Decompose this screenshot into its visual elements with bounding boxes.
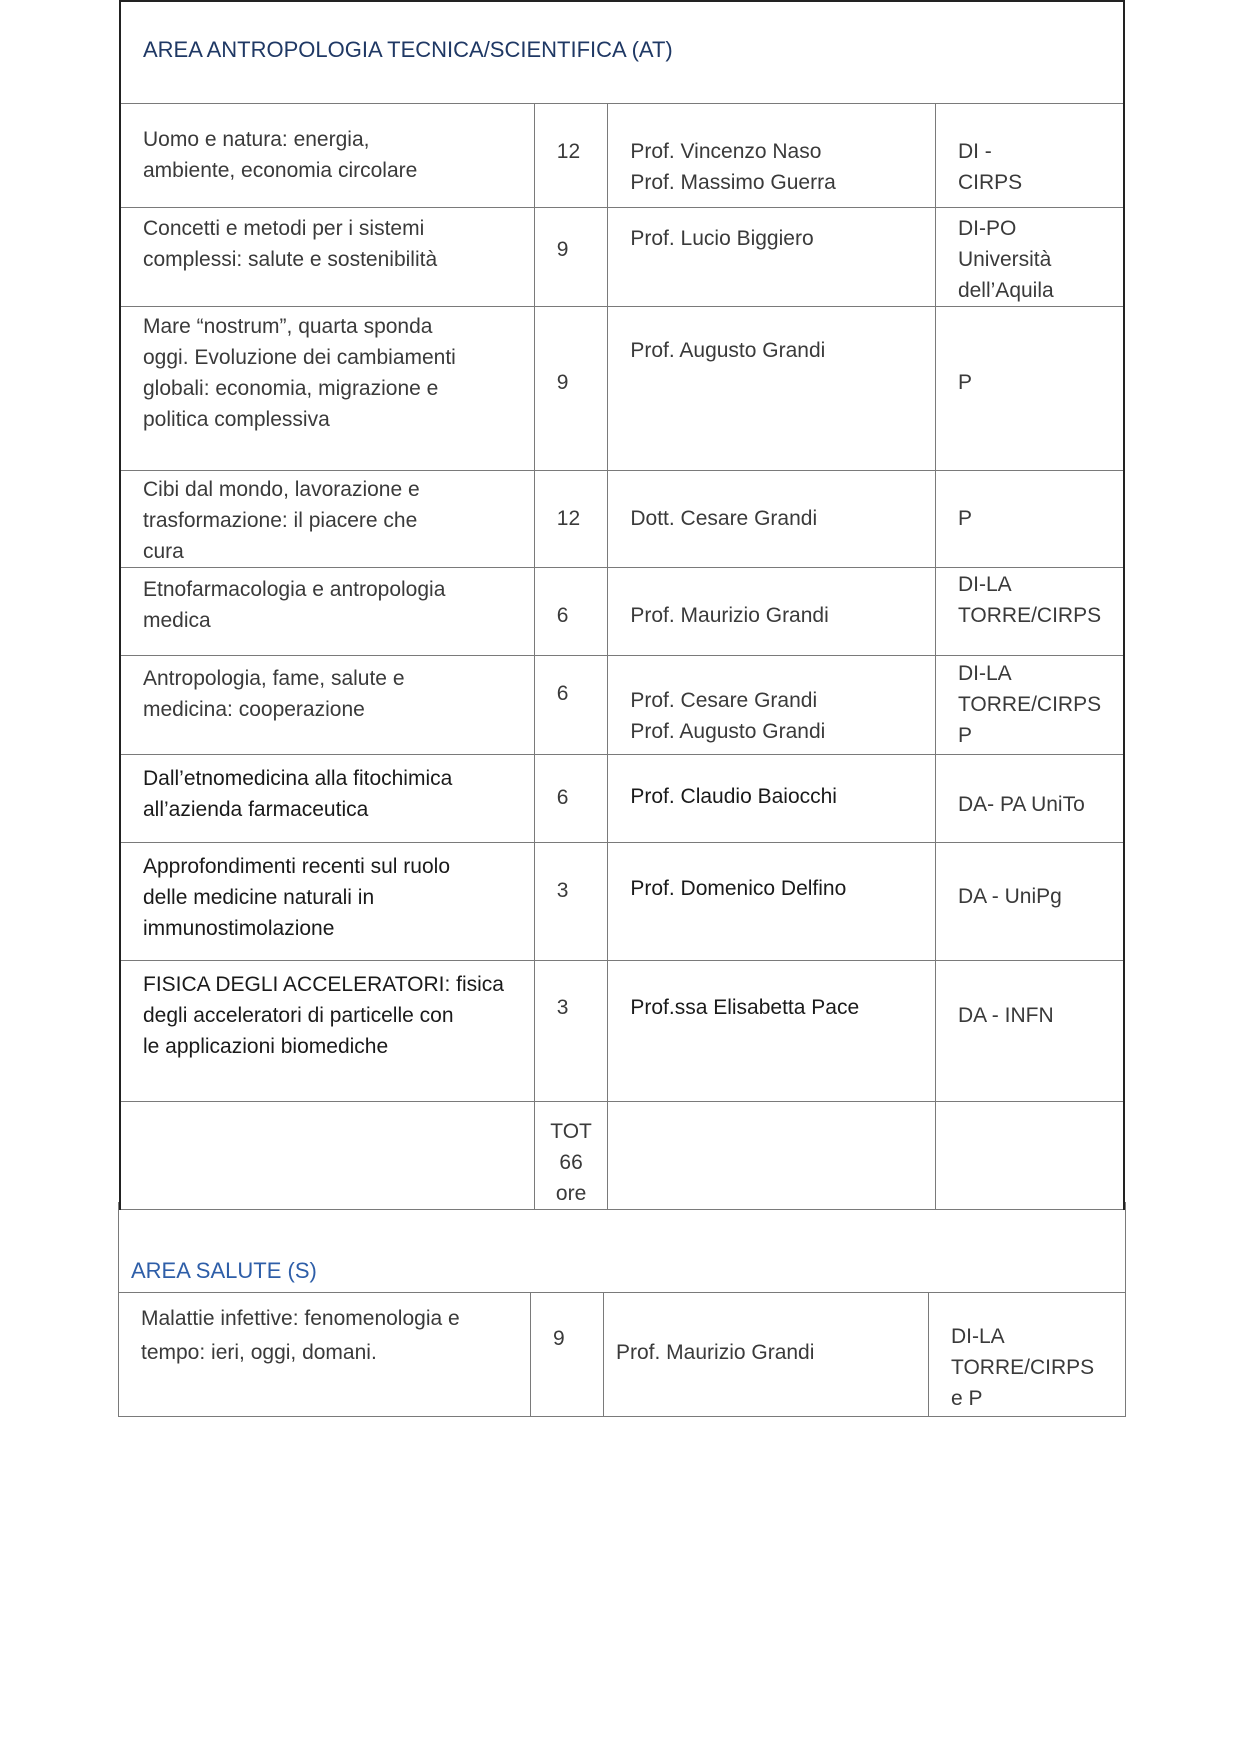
course-name: Malattie infettive: fenomenologia e tempo: ieri, oggi, domani. xyxy=(119,1292,531,1416)
area-s-title: AREA SALUTE (S) xyxy=(119,1202,1126,1292)
course-teachers: Prof. Maurizio Grandi xyxy=(604,1292,929,1416)
course-dept: P xyxy=(935,470,1124,567)
table-row xyxy=(119,1292,1126,1416)
area-at-title: AREA ANTROPOLOGIA TECNICA/SCIENTIFICA (AT) xyxy=(120,1,1124,103)
course-hours: 3 xyxy=(534,842,608,960)
course-teachers: Prof. Lucio Biggiero xyxy=(608,207,936,306)
course-hours: 6 xyxy=(534,655,608,754)
course-name: Mare “nostrum”, quarta sponda oggi. Evoluzione dei cambiamenti globali: economia, migrazione e politica complessiva xyxy=(120,306,534,470)
table-row xyxy=(120,207,1124,306)
course-dept: DA- PA UniTo xyxy=(935,754,1124,842)
course-dept: DA - INFN xyxy=(935,960,1124,1101)
course-name: FISICA DEGLI ACCELERATORI: fisica degli acceleratori di particelle con le applicazioni biomediche xyxy=(120,960,534,1101)
empty-cell xyxy=(935,1101,1124,1209)
course-hours: 9 xyxy=(531,1292,604,1416)
course-hours: 9 xyxy=(534,306,608,470)
course-hours: 6 xyxy=(534,567,608,655)
table-row xyxy=(120,470,1124,567)
course-teachers: Prof.ssa Elisabetta Pace xyxy=(608,960,936,1101)
course-dept: DI-PO Università dell’Aquila xyxy=(935,207,1124,306)
course-dept: DA - UniPg xyxy=(935,842,1124,960)
course-teachers: Prof. Maurizio Grandi xyxy=(608,567,936,655)
table-row xyxy=(120,754,1124,842)
course-dept: DI-LA TORRE/CIRPS xyxy=(935,567,1124,655)
course-dept: DI-LA TORRE/CIRPS P xyxy=(935,655,1124,754)
course-hours: 3 xyxy=(534,960,608,1101)
empty-cell xyxy=(608,1101,936,1209)
course-name: Approfondimenti recenti sul ruolo delle medicine naturali in immunostimolazione xyxy=(120,842,534,960)
course-name: Cibi dal mondo, lavorazione e trasformazione: il piacere che cura xyxy=(120,470,534,567)
course-dept: DI-LA TORRE/CIRPS e P xyxy=(929,1292,1126,1416)
table-row xyxy=(120,306,1124,470)
course-hours: 12 xyxy=(534,470,608,567)
empty-cell xyxy=(120,1101,534,1209)
table-row xyxy=(120,842,1124,960)
course-name: Dall’etnomedicina alla fitochimica all’azienda farmaceutica xyxy=(120,754,534,842)
course-dept: P xyxy=(935,306,1124,470)
area-at-table xyxy=(119,0,1125,1210)
table-row xyxy=(120,960,1124,1101)
course-name: Uomo e natura: energia, ambiente, economia circolare xyxy=(120,103,534,207)
course-teachers: Prof. Augusto Grandi xyxy=(608,306,936,470)
course-teachers: Prof. Claudio Baiocchi xyxy=(608,754,936,842)
course-name: Concetti e metodi per i sistemi complessi: salute e sostenibilità xyxy=(120,207,534,306)
course-hours: 9 xyxy=(534,207,608,306)
total-row xyxy=(120,1101,1124,1209)
course-teachers: Prof. Vincenzo Naso Prof. Massimo Guerra xyxy=(608,103,936,207)
table-row xyxy=(120,567,1124,655)
course-hours: 12 xyxy=(534,103,608,207)
course-teachers: Prof. Domenico Delfino xyxy=(608,842,936,960)
course-name: Antropologia, fame, salute e medicina: cooperazione xyxy=(120,655,534,754)
total-hours: TOT 66 ore xyxy=(534,1101,608,1209)
course-teachers: Prof. Cesare Grandi Prof. Augusto Grandi xyxy=(608,655,936,754)
table-row xyxy=(120,103,1124,207)
table-row xyxy=(120,655,1124,754)
course-teachers: Dott. Cesare Grandi xyxy=(608,470,936,567)
area-s-table xyxy=(118,1202,1126,1417)
course-name: Etnofarmacologia e antropologia medica xyxy=(120,567,534,655)
course-dept: DI - CIRPS xyxy=(935,103,1124,207)
course-hours: 6 xyxy=(534,754,608,842)
